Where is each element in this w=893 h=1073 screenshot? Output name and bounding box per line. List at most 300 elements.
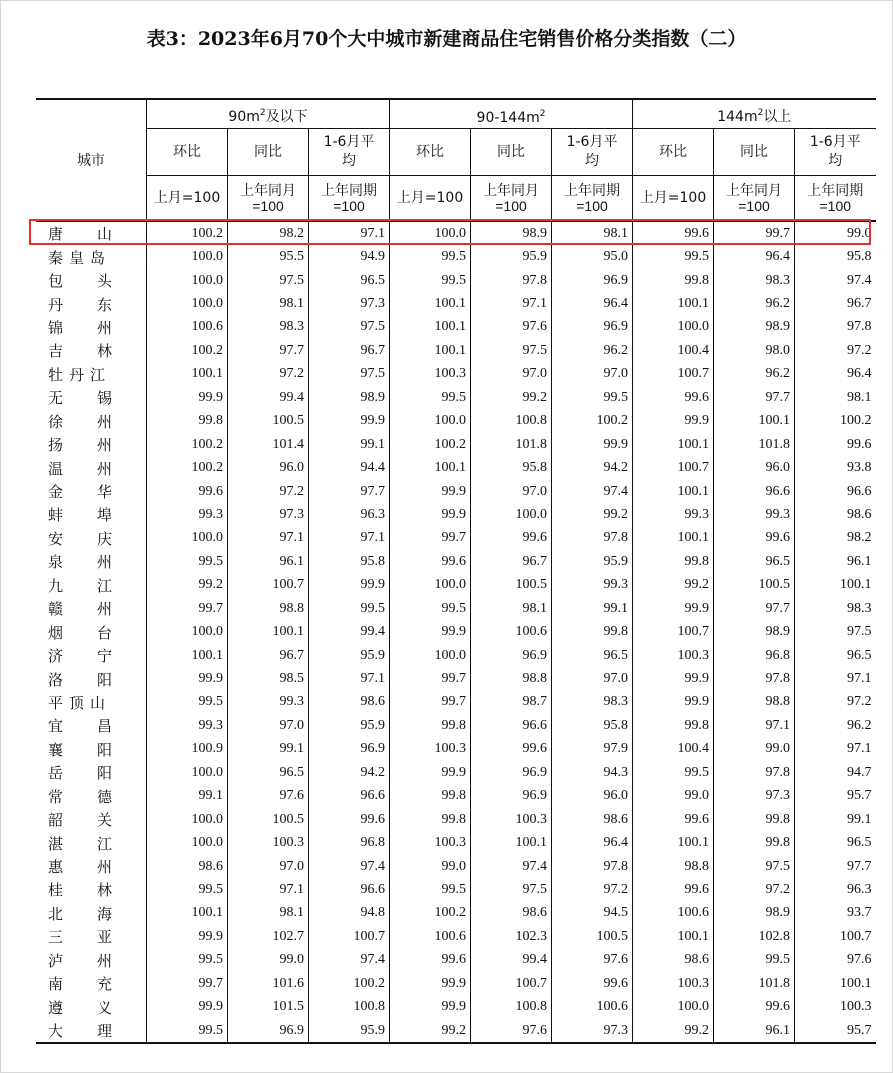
value-cell: 99.0 (633, 785, 714, 808)
value-cell: 100.5 (228, 808, 309, 831)
value-cell: 98.2 (795, 527, 876, 550)
value-cell: 98.3 (228, 316, 309, 339)
value-cell: 99.6 (552, 972, 633, 995)
value-cell: 101.4 (228, 433, 309, 456)
value-cell: 96.5 (309, 269, 390, 292)
value-cell: 97.2 (795, 691, 876, 714)
base-mom: 上月=100 (390, 176, 471, 222)
value-cell: 99.9 (147, 667, 228, 690)
value-cell: 97.6 (552, 949, 633, 972)
value-cell: 96.6 (714, 480, 795, 503)
value-cell: 99.9 (633, 691, 714, 714)
table-row (36, 738, 876, 761)
value-cell: 100.0 (147, 527, 228, 550)
value-cell: 97.0 (471, 480, 552, 503)
value-cell: 101.8 (714, 433, 795, 456)
table-row (36, 691, 876, 714)
value-cell: 100.0 (390, 644, 471, 667)
base-avg-line2: =100 (333, 198, 365, 214)
value-cell: 100.0 (147, 831, 228, 854)
value-cell: 97.7 (309, 480, 390, 503)
value-cell: 98.3 (552, 691, 633, 714)
value-cell: 100.2 (147, 221, 228, 245)
value-cell: 99.7 (147, 972, 228, 995)
subheader-avg (552, 129, 633, 176)
value-cell: 96.5 (228, 761, 309, 784)
value-cell: 99.3 (147, 503, 228, 526)
value-cell: 99.3 (552, 574, 633, 597)
value-cell: 99.4 (309, 620, 390, 643)
value-cell: 100.7 (471, 972, 552, 995)
value-cell: 96.9 (471, 785, 552, 808)
value-cell: 96.2 (714, 363, 795, 386)
value-cell: 99.6 (714, 995, 795, 1018)
subheader-avg-line1: 1-6月平 (323, 134, 375, 150)
value-cell: 96.1 (714, 1019, 795, 1043)
value-cell: 98.3 (795, 597, 876, 620)
value-cell: 99.9 (390, 972, 471, 995)
value-cell: 97.4 (471, 855, 552, 878)
table-row (36, 644, 876, 667)
value-cell: 100.1 (390, 339, 471, 362)
value-cell: 100.0 (147, 245, 228, 268)
value-cell: 96.4 (714, 245, 795, 268)
value-cell: 97.7 (228, 339, 309, 362)
city-cell: 秦皇岛 (48, 248, 112, 267)
value-cell: 99.9 (309, 410, 390, 433)
value-cell: 100.6 (147, 316, 228, 339)
value-cell: 99.9 (147, 925, 228, 948)
value-cell: 99.3 (228, 691, 309, 714)
value-cell: 99.9 (633, 667, 714, 690)
value-cell: 96.5 (552, 644, 633, 667)
city-cell: 常德 (48, 787, 147, 806)
table-row (36, 902, 876, 925)
city-cell: 襄阳 (48, 740, 147, 759)
city-cell: 锦州 (48, 318, 147, 337)
value-cell: 98.1 (228, 292, 309, 315)
value-cell: 99.5 (390, 245, 471, 268)
table-title: 表3：2023年6月70个大中城市新建商品住宅销售价格分类指数（二） (146, 28, 747, 50)
value-cell: 100.9 (147, 738, 228, 761)
value-cell: 97.8 (714, 761, 795, 784)
base-avg-line2: =100 (819, 198, 852, 214)
value-cell: 100.5 (552, 925, 633, 948)
value-cell: 97.1 (228, 527, 309, 550)
value-cell: 100.1 (390, 316, 471, 339)
value-cell: 100.0 (147, 808, 228, 831)
value-cell: 98.6 (552, 808, 633, 831)
group-header-small: $90m^2$及以下 (147, 99, 390, 129)
city-cell: 桂林 (48, 881, 147, 900)
value-cell: 100.4 (633, 339, 714, 362)
value-cell: 99.2 (471, 386, 552, 409)
value-cell: 97.1 (795, 667, 876, 690)
value-cell: 97.1 (309, 667, 390, 690)
base-avg (795, 176, 876, 222)
value-cell: 94.8 (309, 902, 390, 925)
table-row (36, 527, 876, 550)
value-cell: 98.8 (228, 597, 309, 620)
value-cell: 98.8 (714, 691, 795, 714)
value-cell: 95.5 (228, 245, 309, 268)
value-cell: 99.1 (552, 597, 633, 620)
base-yoy (471, 176, 552, 222)
value-cell: 99.9 (309, 574, 390, 597)
value-cell: 96.4 (552, 831, 633, 854)
value-cell: 100.0 (147, 620, 228, 643)
value-cell: 97.1 (309, 527, 390, 550)
value-cell: 98.8 (471, 667, 552, 690)
value-cell: 99.2 (633, 1019, 714, 1043)
value-cell: 102.8 (714, 925, 795, 948)
value-cell: 100.0 (390, 221, 471, 245)
value-cell: 99.7 (714, 221, 795, 245)
table-row (36, 292, 876, 315)
value-cell: 100.1 (471, 831, 552, 854)
value-cell: 96.7 (471, 550, 552, 573)
value-cell: 100.8 (309, 995, 390, 1018)
subheader-mom: 环比 (390, 129, 471, 176)
city-cell: 赣州 (48, 600, 147, 619)
value-cell: 96.5 (714, 550, 795, 573)
table-row (36, 503, 876, 526)
city-cell: 唐山 (48, 225, 147, 244)
value-cell: 99.9 (633, 410, 714, 433)
value-cell: 97.8 (552, 527, 633, 550)
subheader-avg-line2: 均 (342, 153, 357, 169)
city-cell: 惠州 (48, 858, 147, 877)
value-cell: 96.6 (471, 714, 552, 737)
value-cell: 100.2 (552, 410, 633, 433)
value-cell: 100.0 (147, 292, 228, 315)
subheader-mom: 环比 (147, 129, 228, 176)
value-cell: 98.9 (714, 902, 795, 925)
value-cell: 100.3 (390, 738, 471, 761)
value-cell: 96.3 (309, 503, 390, 526)
subheader-mom: 环比 (633, 129, 714, 176)
value-cell: 99.2 (552, 503, 633, 526)
value-cell: 97.1 (471, 292, 552, 315)
value-cell: 95.9 (309, 644, 390, 667)
value-cell: 100.2 (147, 456, 228, 479)
city-cell: 洛阳 (48, 670, 147, 689)
base-avg (309, 176, 390, 222)
value-cell: 97.8 (552, 855, 633, 878)
value-cell: 99.5 (309, 597, 390, 620)
value-cell: 97.5 (714, 855, 795, 878)
value-cell: 100.3 (390, 831, 471, 854)
value-cell: 99.0 (390, 855, 471, 878)
base-yoy-line2: =100 (252, 198, 284, 214)
value-cell: 99.4 (228, 386, 309, 409)
table-row (36, 316, 876, 339)
group-header-medium: $90-144m^2$ (390, 99, 633, 129)
value-cell: 101.5 (228, 995, 309, 1018)
value-cell: 96.4 (552, 292, 633, 315)
value-cell: 97.5 (309, 363, 390, 386)
value-cell: 97.1 (309, 221, 390, 245)
value-cell: 99.6 (633, 386, 714, 409)
value-cell: 96.0 (714, 456, 795, 479)
value-cell: 98.8 (633, 855, 714, 878)
value-cell: 100.1 (633, 527, 714, 550)
value-cell: 100.3 (228, 831, 309, 854)
city-cell: 蚌埠 (48, 506, 147, 525)
value-cell: 100.0 (147, 761, 228, 784)
value-cell: 99.7 (390, 527, 471, 550)
table-row (36, 785, 876, 808)
value-cell: 100.6 (552, 995, 633, 1018)
value-cell: 99.2 (390, 1019, 471, 1043)
value-cell: 96.4 (795, 363, 876, 386)
value-cell: 99.9 (390, 995, 471, 1018)
value-cell: 95.9 (552, 550, 633, 573)
value-cell: 99.9 (390, 761, 471, 784)
value-cell: 99.9 (390, 503, 471, 526)
value-cell: 100.7 (633, 620, 714, 643)
base-avg (552, 176, 633, 222)
base-avg-line1: 上年同期 (321, 182, 378, 198)
value-cell: 96.9 (552, 316, 633, 339)
value-cell: 96.2 (795, 714, 876, 737)
city-cell: 平顶山 (48, 693, 112, 712)
value-cell: 97.4 (309, 855, 390, 878)
value-cell: 97.6 (471, 316, 552, 339)
value-cell: 99.8 (633, 714, 714, 737)
value-cell: 93.8 (795, 456, 876, 479)
value-cell: 99.8 (714, 808, 795, 831)
table-row (36, 831, 876, 854)
value-cell: 97.3 (552, 1019, 633, 1043)
base-mom: 上月=100 (147, 176, 228, 222)
value-cell: 99.6 (309, 808, 390, 831)
value-cell: 96.3 (795, 878, 876, 901)
table-row (36, 714, 876, 737)
value-cell: 99.9 (390, 480, 471, 503)
value-cell: 99.6 (471, 527, 552, 550)
value-cell: 100.6 (390, 925, 471, 948)
city-cell: 无锡 (48, 389, 147, 408)
subheader-avg-line2: 均 (828, 153, 843, 169)
table-row (36, 456, 876, 479)
value-cell: 97.5 (309, 316, 390, 339)
value-cell: 100.2 (390, 433, 471, 456)
value-cell: 97.0 (552, 667, 633, 690)
table-row (36, 363, 876, 386)
value-cell: 97.3 (714, 785, 795, 808)
value-cell: 96.2 (714, 292, 795, 315)
table-row (36, 597, 876, 620)
value-cell: 100.6 (633, 902, 714, 925)
value-cell: 99.5 (714, 949, 795, 972)
value-cell: 98.7 (471, 691, 552, 714)
value-cell: 94.3 (552, 761, 633, 784)
value-cell: 100.1 (633, 292, 714, 315)
city-cell: 湛江 (48, 834, 147, 853)
value-cell: 99.8 (147, 410, 228, 433)
value-cell: 97.5 (228, 269, 309, 292)
value-cell: 96.0 (552, 785, 633, 808)
value-cell: 97.3 (309, 292, 390, 315)
value-cell: 98.0 (714, 339, 795, 362)
value-cell: 97.0 (228, 855, 309, 878)
table-row (36, 925, 876, 948)
city-cell: 宜昌 (48, 717, 147, 736)
value-cell: 100.0 (471, 503, 552, 526)
value-cell: 99.8 (390, 714, 471, 737)
value-cell: 96.7 (228, 644, 309, 667)
value-cell: 95.9 (471, 245, 552, 268)
value-cell: 99.1 (309, 433, 390, 456)
table-row (36, 761, 876, 784)
value-cell: 97.8 (714, 667, 795, 690)
city-cell: 泸州 (48, 951, 147, 970)
value-cell: 99.5 (633, 761, 714, 784)
city-cell: 韶关 (48, 811, 147, 830)
city-cell: 遵义 (48, 998, 147, 1017)
value-cell: 100.1 (795, 972, 876, 995)
value-cell: 99.8 (714, 831, 795, 854)
value-cell: 101.8 (714, 972, 795, 995)
value-cell: 97.1 (714, 714, 795, 737)
value-cell: 99.8 (633, 550, 714, 573)
value-cell: 100.0 (390, 574, 471, 597)
value-cell: 100.7 (633, 456, 714, 479)
value-cell: 100.6 (471, 620, 552, 643)
value-cell: 98.6 (309, 691, 390, 714)
value-cell: 96.9 (552, 269, 633, 292)
value-cell: 100.4 (633, 738, 714, 761)
value-cell: 100.1 (633, 925, 714, 948)
value-cell: 100.7 (228, 574, 309, 597)
subheader-avg-line1: 1-6月平 (566, 134, 618, 150)
value-cell: 98.6 (633, 949, 714, 972)
value-cell: 99.5 (147, 550, 228, 573)
value-cell: 98.1 (471, 597, 552, 620)
value-cell: 97.4 (309, 949, 390, 972)
value-cell: 96.9 (471, 761, 552, 784)
value-cell: 96.5 (795, 831, 876, 854)
value-cell: 97.0 (552, 363, 633, 386)
value-cell: 98.5 (228, 667, 309, 690)
value-cell: 99.7 (390, 691, 471, 714)
table-row (36, 667, 876, 690)
value-cell: 98.1 (795, 386, 876, 409)
value-cell: 99.6 (633, 878, 714, 901)
value-cell: 100.1 (633, 433, 714, 456)
value-cell: 100.8 (471, 410, 552, 433)
value-cell: 97.7 (795, 855, 876, 878)
value-cell: 99.0 (228, 949, 309, 972)
value-cell: 98.2 (228, 221, 309, 245)
value-cell: 100.3 (633, 972, 714, 995)
city-cell: 温州 (48, 459, 147, 478)
value-cell: 96.9 (471, 644, 552, 667)
value-cell: 100.1 (147, 363, 228, 386)
city-cell: 岳阳 (48, 764, 147, 783)
value-cell: 99.7 (147, 597, 228, 620)
value-cell: 98.1 (552, 221, 633, 245)
value-cell: 97.8 (471, 269, 552, 292)
subheader-yoy: 同比 (714, 129, 795, 176)
value-cell: 94.2 (552, 456, 633, 479)
value-cell: 93.7 (795, 902, 876, 925)
value-cell: 97.2 (714, 878, 795, 901)
value-cell: 97.5 (471, 878, 552, 901)
value-cell: 98.9 (714, 620, 795, 643)
value-cell: 94.7 (795, 761, 876, 784)
value-cell: 99.5 (552, 386, 633, 409)
value-cell: 95.8 (552, 714, 633, 737)
value-cell: 99.5 (147, 949, 228, 972)
value-cell: 94.5 (552, 902, 633, 925)
value-cell: 99.1 (147, 785, 228, 808)
value-cell: 100.3 (633, 644, 714, 667)
value-cell: 99.5 (390, 878, 471, 901)
value-cell: 100.1 (795, 574, 876, 597)
value-cell: 100.7 (309, 925, 390, 948)
value-cell: 99.6 (633, 221, 714, 245)
base-yoy-line2: =100 (495, 198, 527, 214)
value-cell: 99.8 (633, 269, 714, 292)
value-cell: 96.5 (795, 644, 876, 667)
value-cell: 100.5 (471, 574, 552, 597)
value-cell: 100.1 (390, 292, 471, 315)
value-cell: 96.6 (795, 480, 876, 503)
city-cell: 包头 (48, 272, 147, 291)
city-cell: 扬州 (48, 436, 147, 455)
value-cell: 100.1 (390, 456, 471, 479)
value-cell: 97.0 (228, 714, 309, 737)
value-cell: 95.8 (795, 245, 876, 268)
value-cell: 99.9 (147, 386, 228, 409)
value-cell: 100.1 (633, 831, 714, 854)
value-cell: 98.9 (309, 386, 390, 409)
table-row (36, 245, 876, 268)
value-cell: 97.2 (228, 480, 309, 503)
value-cell: 96.7 (309, 339, 390, 362)
value-cell: 99.5 (390, 597, 471, 620)
value-cell: 99.8 (552, 620, 633, 643)
subheader-avg (309, 129, 390, 176)
value-cell: 98.9 (714, 316, 795, 339)
value-cell: 99.6 (471, 738, 552, 761)
value-cell: 100.8 (471, 995, 552, 1018)
value-cell: 100.7 (633, 363, 714, 386)
subheader-avg-line1: 1-6月平 (809, 134, 861, 150)
value-cell: 102.7 (228, 925, 309, 948)
value-cell: 100.5 (714, 574, 795, 597)
highlight-box (29, 219, 871, 245)
value-cell: 99.5 (147, 1019, 228, 1043)
value-cell: 100.1 (633, 480, 714, 503)
value-cell: 99.6 (147, 480, 228, 503)
value-cell: 98.6 (795, 503, 876, 526)
value-cell: 97.2 (228, 363, 309, 386)
value-cell: 99.2 (633, 574, 714, 597)
value-cell: 99.1 (795, 808, 876, 831)
value-cell: 99.8 (390, 785, 471, 808)
city-cell: 牡丹江 (48, 365, 112, 384)
table-row (36, 855, 876, 878)
table-row (36, 269, 876, 292)
value-cell: 98.9 (471, 221, 552, 245)
value-cell: 98.3 (714, 269, 795, 292)
value-cell: 97.3 (228, 503, 309, 526)
city-cell: 南充 (48, 975, 147, 994)
value-cell: 100.5 (228, 410, 309, 433)
